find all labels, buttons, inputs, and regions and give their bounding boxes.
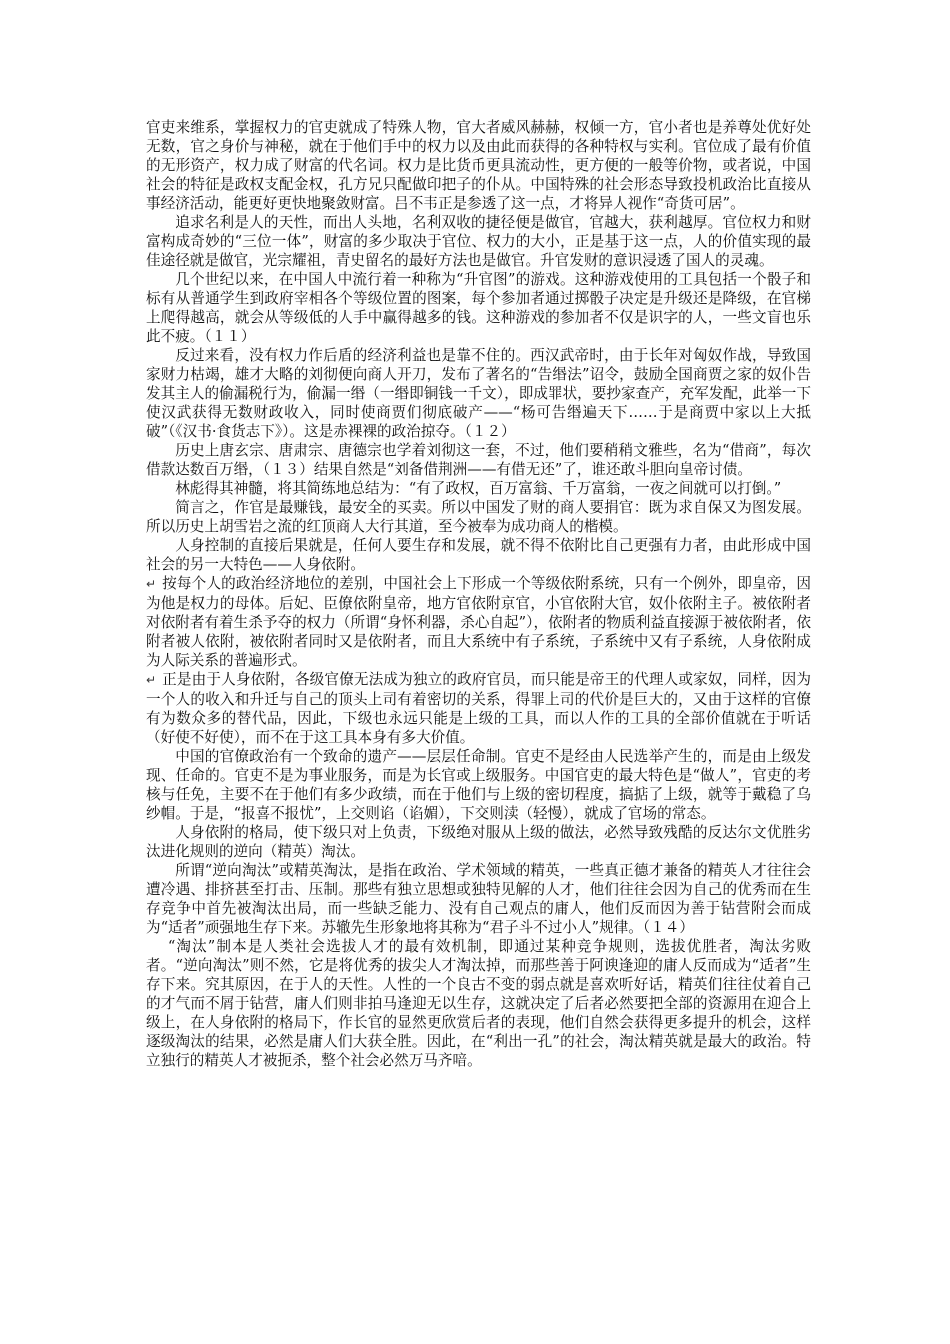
- paragraph-5: 历史上唐玄宗、唐肃宗、唐德宗也学着刘彻这一套，不过，他们要稍稍文雅些，名为“借商”，每次借款达数百万缗，（１３）结果自然是“刘备借荆洲——有借无还”了，谁还敢斗胆向皇帝讨债。: [146, 442, 811, 478]
- paragraph-6: 林彪得其神髓，将其简练地总结为：“有了政权，百万富翁、千万富翁，一夜之间就可以打倒。”: [175, 480, 782, 497]
- paragraph-9-text: 按每个人的政治经济地位的差别，中国社会上下形成一个等级依附系统，只有一个例外，即皇帝，因为他是权力的母体。后妃、臣僚依附皇帝，地方官依附京官，小官依附大官，奴仆依附主子。被依附者对依附者有着生杀予夺的权力（所谓“身怀利器，杀心自起”），依附者的物质利益直接源于被依附者，依附者被人依附，被依附者同时又是依附者，而且大系统中有子系统，子系统中又有子系统，人身依附成为人际关系的普遍形式。: [146, 575, 811, 669]
- paragraph-2: 追求名利是人的天性，而出人头地，名利双收的捷径便是做官，官越大，获利越厚。官位权力和财富构成奇妙的“三位一体”，财富的多少取决于官位、权力的大小，正是基于这一点，人的价值实现的最佳途径就是做官，光宗耀祖，青史留名的最好方法也是做官。升官发财的意识浸透了国人的灵魂。: [146, 214, 811, 269]
- paragraph-12: 人身依附的格局，使下级只对上负责，下级绝对服从上级的做法，必然导致残酷的反达尔文优胜劣汰进化规则的逆向（精英）淘汰。: [146, 824, 811, 860]
- paragraph-11: 中国的官僚政治有一个致命的遗产——层层任命制。官吏不是经由人民选举产生的，而是由上级发现、任命的。官吏不是为事业服务，而是为长官或上级服务。中国官吏的最大特色是“做人”，官吏的考核与任免，主要不在于他们有多少政绩，而在于他们与上级的密切程度，搞掂了上级，就等于戴稳了乌纱帽。于是，“报喜不报忧”，上交则谄（谄媚），下交则渎（轻慢），就成了官场的常态。: [146, 748, 811, 822]
- paragraph-mark-icon: ↵: [146, 577, 157, 591]
- paragraph-13: 所谓“逆向淘汰”或精英淘汰，是指在政治、学术领域的精英，一些真正德才兼备的精英人才往往会遭冷遇、排挤甚至打击、压制。那些有独立思想或独特见解的人才，他们往往会因为自己的优秀而在生存竞争中首先被淘汰出局，而一些缺乏能力、没有自己观点的庸人，他们反而因为善于钻营附会而成为“适者”顽强地生存下来。苏辙先生形象地将其称为“君子斗不过小人”规律。（１４）: [146, 862, 811, 936]
- paragraph-3: 几个世纪以来，在中国人中流行着一种称为“升官图”的游戏。这种游戏使用的工具包括一个骰子和标有从普通学生到政府宰相各个等级位置的图案，每个参加者通过掷骰子决定是升级还是降级，在官梯上爬得越高，就会从等级低的人手中赢得越多的钱。这种游戏的参加者不仅是识字的人，一些文盲也乐此不疲。（１１）: [146, 271, 811, 345]
- paragraph-4: 反过来看，没有权力作后盾的经济利益也是靠不住的。西汉武帝时，由于长年对匈奴作战，导致国家财力枯竭，雄才大略的刘彻便向商人开刀，发布了著名的“告缗法”诏令，鼓励全国商贾之家的奴仆告发其主人的偷漏税行为，偷漏一缗（一缗即铜钱一千文），即成罪状，要抄家查产，充军发配，此举一下使汉武获得无数财政收入，同时使商贾们彻底破产——“杨可告缗遍天下……于是商贾中家以上大抵破”（《汉书·食货志下》）。这是赤裸裸的政治掠夺。（１２）: [146, 347, 811, 440]
- paragraph-8: 人身控制的直接后果就是，任何人要生存和发展，就不得不依附比自己更强有力者，由此形成中国社会的另一大特色——人身依附。: [146, 537, 811, 573]
- document-page: [146, 118, 811, 1070]
- paragraph-10: [146, 670, 811, 747]
- paragraph-mark-icon: ↵: [146, 673, 157, 687]
- paragraph-14: “淘汰”制本是人类社会选拔人才的最有效机制，即通过某种竞争规则，选拔优胜者，淘汰劣败者。“逆向淘汰”则不然，它是将优秀的拔尖人才淘汰掉，而那些善于阿谀逢迎的庸人反而成为“适者”生存下来。究其原因，在于人的天性。人性的一个良古不变的弱点就是喜欢听好话，精英们往往仗着自己的才气而不屑于钻营，庸人们则非拍马逢迎无以生存，这就决定了后者必然要把全部的资源用在迎合上级上，在人身依附的格局下，作长官的显然更欣赏后者的表现，他们自然会获得更多提升的机会，这样逐级淘汰的结果，必然是庸人们大获全胜。因此，在“利出一孔”的社会，淘汰精英就是最大的政治。特立独行的精英人才被扼杀，整个社会必然万马齐喑。: [146, 938, 811, 1069]
- paragraph-1: 官吏来维系，掌握权力的官吏就成了特殊人物，官大者威风赫赫，权倾一方，官小者也是养尊处优好处无数，官之身价与神秘，就在于他们手中的权力以及由此而获得的各种特权与实利。官位成了最有价值的无形资产，权力成了财富的代名词。权力是比货币更具流动性，更方便的一般等价物，或者说，中国社会的特征是政权支配金权，孔方兄只配做印把子的仆从。中国特殊的社会形态导致投机政治比直接从事经济活动，能更好更快地聚敛财富。吕不韦正是参透了这一点，才将异人视作“奇货可居”。: [146, 119, 811, 212]
- paragraph-9: [146, 574, 811, 670]
- paragraph-10-text: 正是由于人身依附，各级官僚无法成为独立的政府官员，而只能是帝王的代理人或家奴，同样，因为一个人的收入和升迁与自己的顶头上司有着密切的关系，得罪上司的代价是巨大的，又由于这样的官僚有为数众多的替代品，因此，下级也永远只能是上级的工具，而以人作的工具的全部价值就在于听话（好使不好使），而不在于这工具本身有多大价值。: [146, 671, 811, 746]
- paragraph-7: 简言之，作官是最赚钱，最安全的买卖。所以中国发了财的商人要捐官：既为求自保又为图发展。所以历史上胡雪岩之流的红顶商人大行其道，至今被奉为成功商人的楷模。: [146, 499, 811, 535]
